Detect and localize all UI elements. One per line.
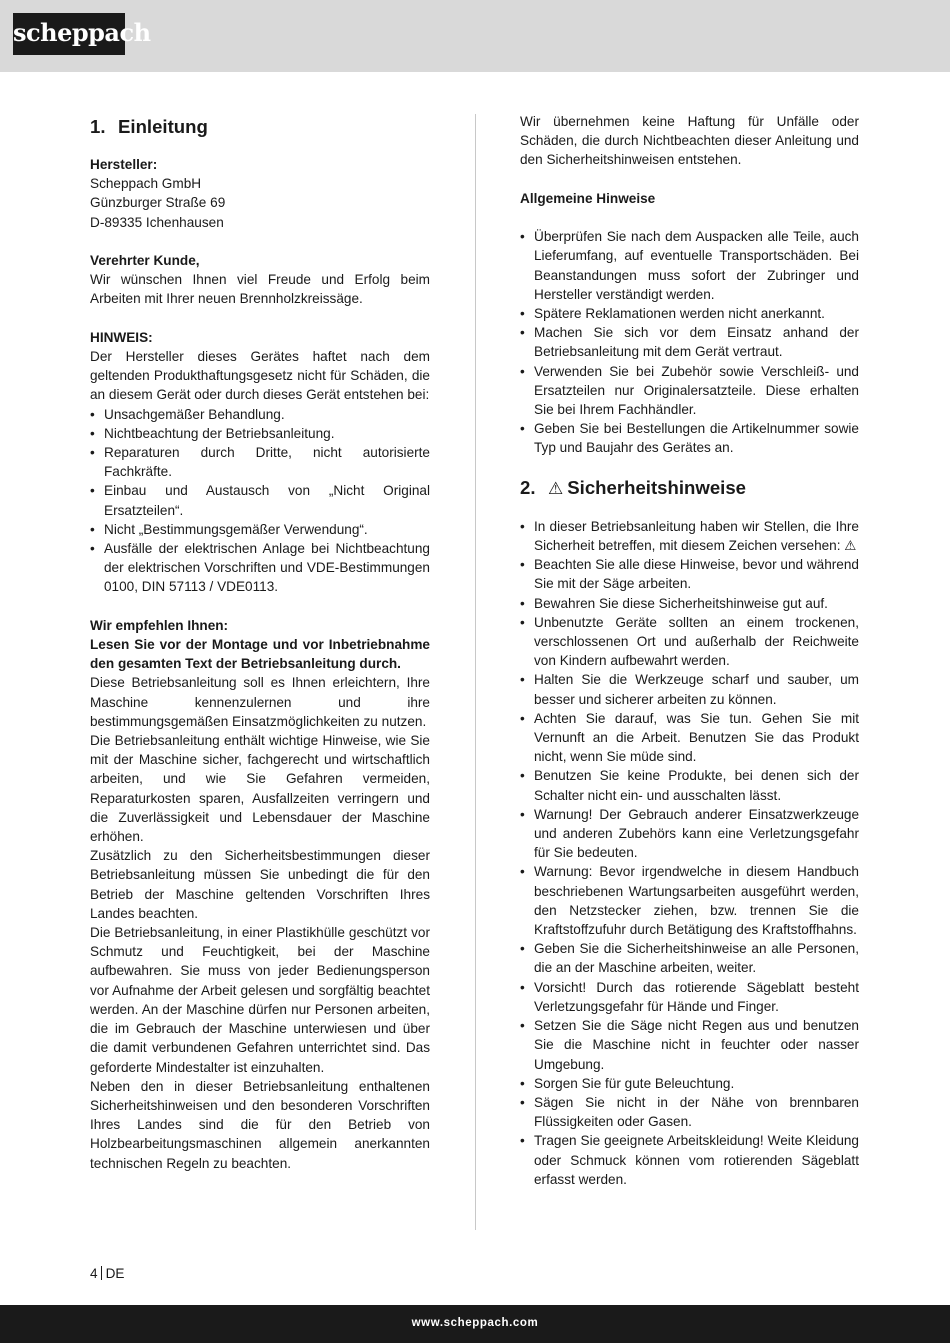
list-item: • Tragen Sie geeignete Arbeitskleidung! Weite Kleidung oder Schmuck können vom rotierenden Sägeblatt erfasst werden.: [520, 1131, 859, 1189]
list-item: • Machen Sie sich vor dem Einsatz anhand der Betriebsanleitung mit dem Gerät vertraut.: [520, 323, 859, 361]
left-column: [90, 112, 430, 1173]
list-item: • Sorgen Sie für gute Beleuchtung.: [520, 1074, 859, 1093]
body-paragraph: Diese Betriebsanleitung soll es Ihnen erleichtern, Ihre Maschine kennenzulernen und ihre bestimmungsgemäßen Einsatzmöglichkeiten zu nutzen.: [90, 675, 430, 729]
notice-label: HINWEIS:: [90, 329, 153, 345]
list-item: • Unbenutzte Geräte sollten an einem trockenen, verschlossenen Ort und außerhalb der Reichweite von Kindern aufbewahrt werden.: [520, 613, 859, 671]
list-item: • Achten Sie darauf, was Sie tun. Gehen Sie mit Vernunft an die Arbeit. Benutzen Sie das Produkt nicht, wenn Sie müde sind.: [520, 709, 859, 767]
warning-triangle-icon: ⚠: [548, 478, 564, 498]
body-paragraph: Die Betriebsanleitung enthält wichtige Hinweise, wie Sie mit der Maschine sicher, fachgerecht und wirtschaftlich arbeiten, und wie Sie Gefahren vermeiden, Reparaturkosten sparen, Ausfallzeiten verringern und die Zuverlässigkeit und Lebensdauer der Maschine erhöhen.: [90, 733, 430, 845]
notice-list: [90, 405, 430, 597]
list-item: • Verwenden Sie bei Zubehör sowie Verschleiß- und Ersatzteilen nur Originalersatzteile. Diese erhalten Sie bei Ihrem Fachhändler.: [520, 362, 859, 420]
liability-paragraph: Wir übernehmen keine Haftung für Unfälle oder Schäden, die durch Nichtbeachten dieser Anleitung und den Sicherheitshinweisen entstehen.: [520, 114, 859, 168]
list-item: • Setzen Sie die Säge nicht Regen aus und benutzen Sie die Maschine nicht in feuchter oder nasser Umgebung.: [520, 1016, 859, 1074]
scheppach-logo: scheppach: [13, 13, 125, 55]
list-item: • Reparaturen durch Dritte, nicht autorisierte Fachkräfte.: [90, 443, 430, 481]
list-item: • Sägen Sie nicht in der Nähe von brennbaren Flüssigkeiten oder Gasen.: [520, 1093, 859, 1131]
section-title: Sicherheitshinweise: [567, 476, 747, 498]
right-column: [520, 112, 859, 1189]
notice-paragraph: Der Hersteller dieses Gerätes haftet nach dem geltenden Produkthaftungsgesetz nicht für Schäden, die an diesem Gerät oder durch dieses Gerät entstehen bei:: [90, 349, 430, 403]
list-item: • Beachten Sie alle diese Hinweise, bevor und während Sie mit der Säge arbeiten.: [520, 555, 859, 593]
body-paragraph: Die Betriebsanleitung, in einer Plastikhülle geschützt vor Schmutz und Feuchtigkeit, bei der Maschine aufbewahren. Sie muss von jeder Bedienungsperson vor Aufnahme der Arbeit gelesen und sorgfältig beachtet werden. An der Maschine dürfen nur Personen arbeiten, die im Gebrauch der Maschine unterwiesen und über die damit verbundenen Gefahren unterrichtet sind. Das geforderte Mindestalter ist einzuhalten.: [90, 925, 430, 1075]
section-heading-sicherheitshinweise: [520, 477, 859, 500]
recommend-bold-text: Lesen Sie vor der Montage und vor Inbetriebnahme den gesamten Text der Betriebsanleitung durch.: [90, 637, 430, 672]
manufacturer-line: Günzburger Straße 69: [90, 195, 226, 211]
list-item: • Einbau und Austausch von „Nicht Original Ersatzteilen“.: [90, 481, 430, 519]
greeting-paragraph: Wir wünschen Ihnen viel Freude und Erfolg beim Arbeiten mit Ihrer neuen Brennholzkreissäge.: [90, 272, 430, 307]
list-item: • Geben Sie bei Bestellungen die Artikelnummer sowie Typ und Baujahr des Gerätes an.: [520, 419, 859, 457]
section-heading-einleitung: [90, 116, 430, 138]
body-paragraph: Neben den in dieser Betriebsanleitung enthaltenen Sicherheitshinweisen und den besonderen Vorschriften Ihres Landes sind die für den Betrieb von Holzbearbeitungsmaschinen allgemein anerkannten technischen Regeln zu beachten.: [90, 1078, 430, 1171]
page-number-footer: [90, 1265, 124, 1283]
section-title: Einleitung: [118, 116, 208, 137]
footer-separator: [101, 1266, 102, 1280]
section-number: 2.: [520, 476, 536, 498]
list-item: • Überprüfen Sie nach dem Auspacken alle Teile, auch Lieferumfang, auf eventuelle Transportschäden. Bei Beanstandungen muss sofort der Zubringer und Hersteller verständigt werden.: [520, 227, 859, 304]
website-url: www.scheppach.com: [411, 1317, 539, 1329]
list-item: • Halten Sie die Werkzeuge scharf und sauber, um besser und sicherer arbeiten zu können.: [520, 670, 859, 708]
general-notes-list: [520, 227, 859, 457]
section-number: 1.: [90, 116, 106, 137]
list-item: • Ausfälle der elektrischen Anlage bei Nichtbeachtung der elektrischen Vorschriften und VDE-Bestimmungen 0100, DIN 57113 / VDE0113.: [90, 539, 430, 597]
list-item: • In dieser Betriebsanleitung haben wir Stellen, die Ihre Sicherheit betreffen, mit diesem Zeichen versehen: ⚠: [520, 517, 859, 555]
manufacturer-line: D-89335 Ichenhausen: [90, 214, 224, 230]
list-item: • Vorsicht! Durch das rotierende Sägeblatt besteht Verletzungsgefahr für Hände und Finger.: [520, 978, 859, 1016]
column-divider: [475, 114, 476, 1230]
list-item: • Nichtbeachtung der Betriebsanleitung.: [90, 424, 430, 443]
list-item: • Nicht „Bestimmungsgemäßer Verwendung“.: [90, 520, 430, 539]
footer-bar: [0, 1305, 950, 1343]
list-item: • Warnung! Der Gebrauch anderer Einsatzwerkzeuge und anderen Zubehörs kann eine Verletzungsgefahr für Sie bedeuten.: [520, 805, 859, 863]
dear-customer: Verehrter Kunde,: [90, 253, 200, 268]
page-number: 4: [90, 1266, 98, 1281]
manufacturer-line: Scheppach GmbH: [90, 176, 202, 192]
list-item: • Warnung: Bevor irgendwelche in diesem Handbuch beschriebenen Wartungsarbeiten ausgeführt werden, den Netzstecker ziehen, bzw. trennen Sie die Kraftstoffzufuhr durch Betätigung des Kraftstoffhahns.: [520, 862, 859, 939]
list-item: • Geben Sie die Sicherheitshinweise an alle Personen, die an der Maschine arbeiten, weiter.: [520, 939, 859, 977]
recommend-label: Wir empfehlen Ihnen:: [90, 617, 229, 633]
list-item: • Unsachgemäßer Behandlung.: [90, 405, 430, 424]
list-item: • Spätere Reklamationen werden nicht anerkannt.: [520, 304, 859, 323]
body-paragraph: Zusätzlich zu den Sicherheitsbestimmungen dieser Betriebsanleitung müssen Sie unbedingt die für den Betrieb der Maschine geltenden Vorschriften Ihres Landes beachten.: [90, 848, 430, 921]
safety-list: [520, 517, 859, 1189]
list-item: • Bewahren Sie diese Sicherheitshinweise gut auf.: [520, 594, 859, 613]
general-notes-label: Allgemeine Hinweise: [520, 190, 656, 206]
page-header: [0, 0, 950, 72]
list-item: • Benutzen Sie keine Produkte, bei denen sich der Schalter nicht ein- und ausschalten lässt.: [520, 766, 859, 804]
manufacturer-label: Hersteller:: [90, 157, 158, 172]
language-code: DE: [105, 1266, 125, 1281]
